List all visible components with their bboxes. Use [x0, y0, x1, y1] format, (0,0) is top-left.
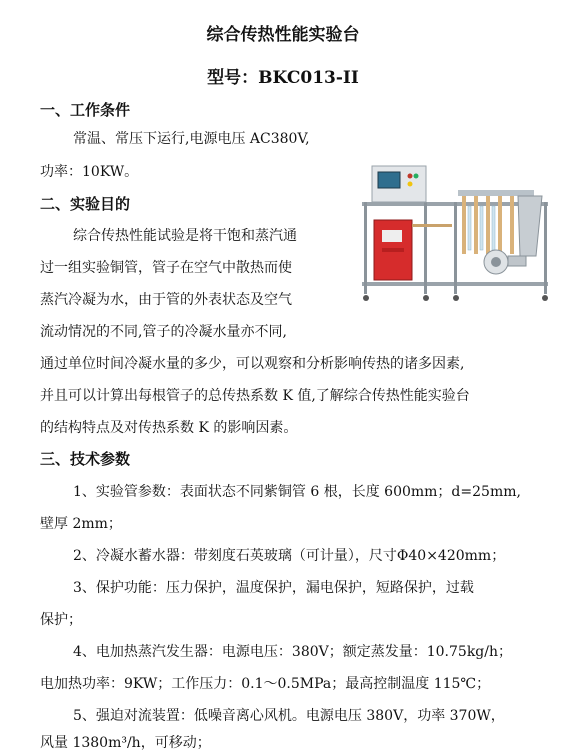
- model-number: 型号：BKC013-II: [207, 68, 359, 88]
- paragraph-line: 的结构特点及对传热系数 K 的影响因素。: [40, 420, 298, 436]
- paragraph-line: 通过单位时间冷凝水量的多少，可以观察和分析影响传热的诸多因素,: [40, 356, 465, 372]
- section-3-heading: 三、技术参数: [40, 450, 131, 468]
- paragraph-line: 电加热功率：9KW；工作压力：0.1～0.5MPa；最高控制温度 115℃；: [40, 676, 491, 692]
- paragraph-line: 2、冷凝水蓄水器：带刻度石英玻璃（可计量），尺寸Φ40×420mm；: [73, 548, 506, 564]
- section-1-heading: 一、工作条件: [40, 101, 131, 119]
- paragraph-line: 5、强迫对流装置：低噪音离心风机。电源电压 380V，功率 370W，: [73, 708, 505, 724]
- paragraph-line: 4、电加热蒸汽发生器：电源电压：380V；额定蒸发量：10.75kg/h；: [73, 644, 512, 660]
- paragraph-line: 常温、常压下运行,电源电压 AC380V,: [73, 131, 310, 147]
- paragraph-line: 功率：10KW。: [40, 164, 139, 180]
- document-title: 综合传热性能实验台: [206, 25, 360, 45]
- paragraph-line: 过一组实验铜管，管子在空气中散热而使: [40, 260, 292, 276]
- paragraph-line: 壁厚 2mm；: [40, 516, 122, 532]
- equipment-photo: [358, 164, 552, 308]
- paragraph-line: 1、实验管参数：表面状态不同紫铜管 6 根，长度 600mm；d=25mm,: [73, 484, 521, 500]
- paragraph-line: 流动情况的不同,管子的冷凝水量亦不同,: [40, 324, 287, 340]
- paragraph-line: 并且可以计算出每根管子的总传热系数 K 值,了解综合传热性能实验台: [40, 388, 470, 404]
- paragraph-line: 风量 1380m³/h，可移动；: [40, 735, 211, 751]
- paragraph-line: 保护；: [40, 612, 82, 628]
- paragraph-line: 蒸汽冷凝为水，由于管的外表状态及空气: [40, 292, 292, 308]
- section-2-heading: 二、实验目的: [40, 195, 131, 213]
- paragraph-line: 综合传热性能试验是将干饱和蒸汽通: [73, 228, 297, 244]
- paragraph-line: 3、保护功能：压力保护，温度保护，漏电保护，短路保护，过载: [73, 580, 474, 596]
